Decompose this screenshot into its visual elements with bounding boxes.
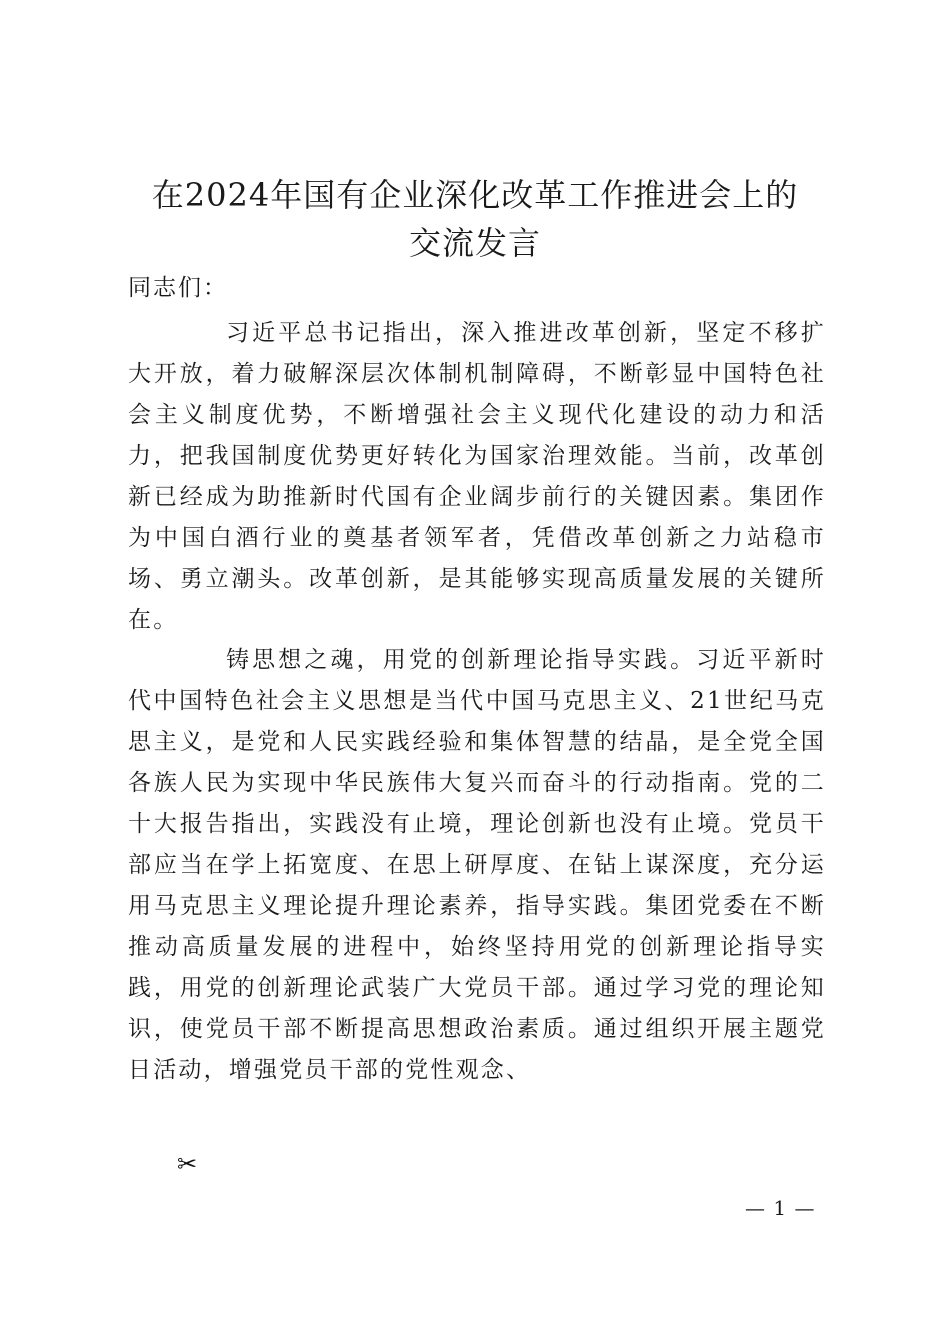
page-number: — 1 — (745, 1196, 816, 1220)
paragraph-1: 习近平总书记指出，深入推进改革创新，坚定不移扩大开放，着力破解深层次体制机制障碍，不断彰显中国特色社会主义制度优势，不断增强社会主义现代化建设的动力和活力，把我国制度优势更好转化为国家治理效能。当前，改革创新已经成为助推新时代国有企业阔步前行的关键因素。集团作为中国白酒行业的奠基者领军者，凭借改革创新之力站稳市场、勇立潮头。改革创新，是其能够实现高质量发展的关键所在。 (128, 320, 826, 633)
paragraph-2: 铸思想之魂，用党的创新理论指导实践。习近平新时代中国特色社会主义思想是当代中国马克思主义、21世纪马克思主义，是党和人民实践经验和集体智慧的结晶，是全党全国各族人民为实现中华民族伟大复兴而奋斗的行动指南。党的二十大报告指出，实践没有止境，理论创新也没有止境。党员干部应当在学上拓宽度、在思上研厚度、在钻上谋深度，充分运用马克思主义理论提升理论素养，指导实践。集团党委在不断推动高质量发展的进程中，始终坚持用党的创新理论指导实践，用党的创新理论武装广大党员干部。通过学习党的理论知识，使党员干部不断提高思想政治素质。通过组织开展主题党日活动，增强党员干部的党性观念、 (128, 647, 826, 1083)
scissors-icon: ✂ (177, 1150, 198, 1178)
document-title-line-1: 在2024年国有企业深化改革工作推进会上的 (151, 176, 799, 214)
document-title-line-2: 交流发言 (408, 224, 541, 262)
salutation: 同志们： (128, 275, 228, 301)
